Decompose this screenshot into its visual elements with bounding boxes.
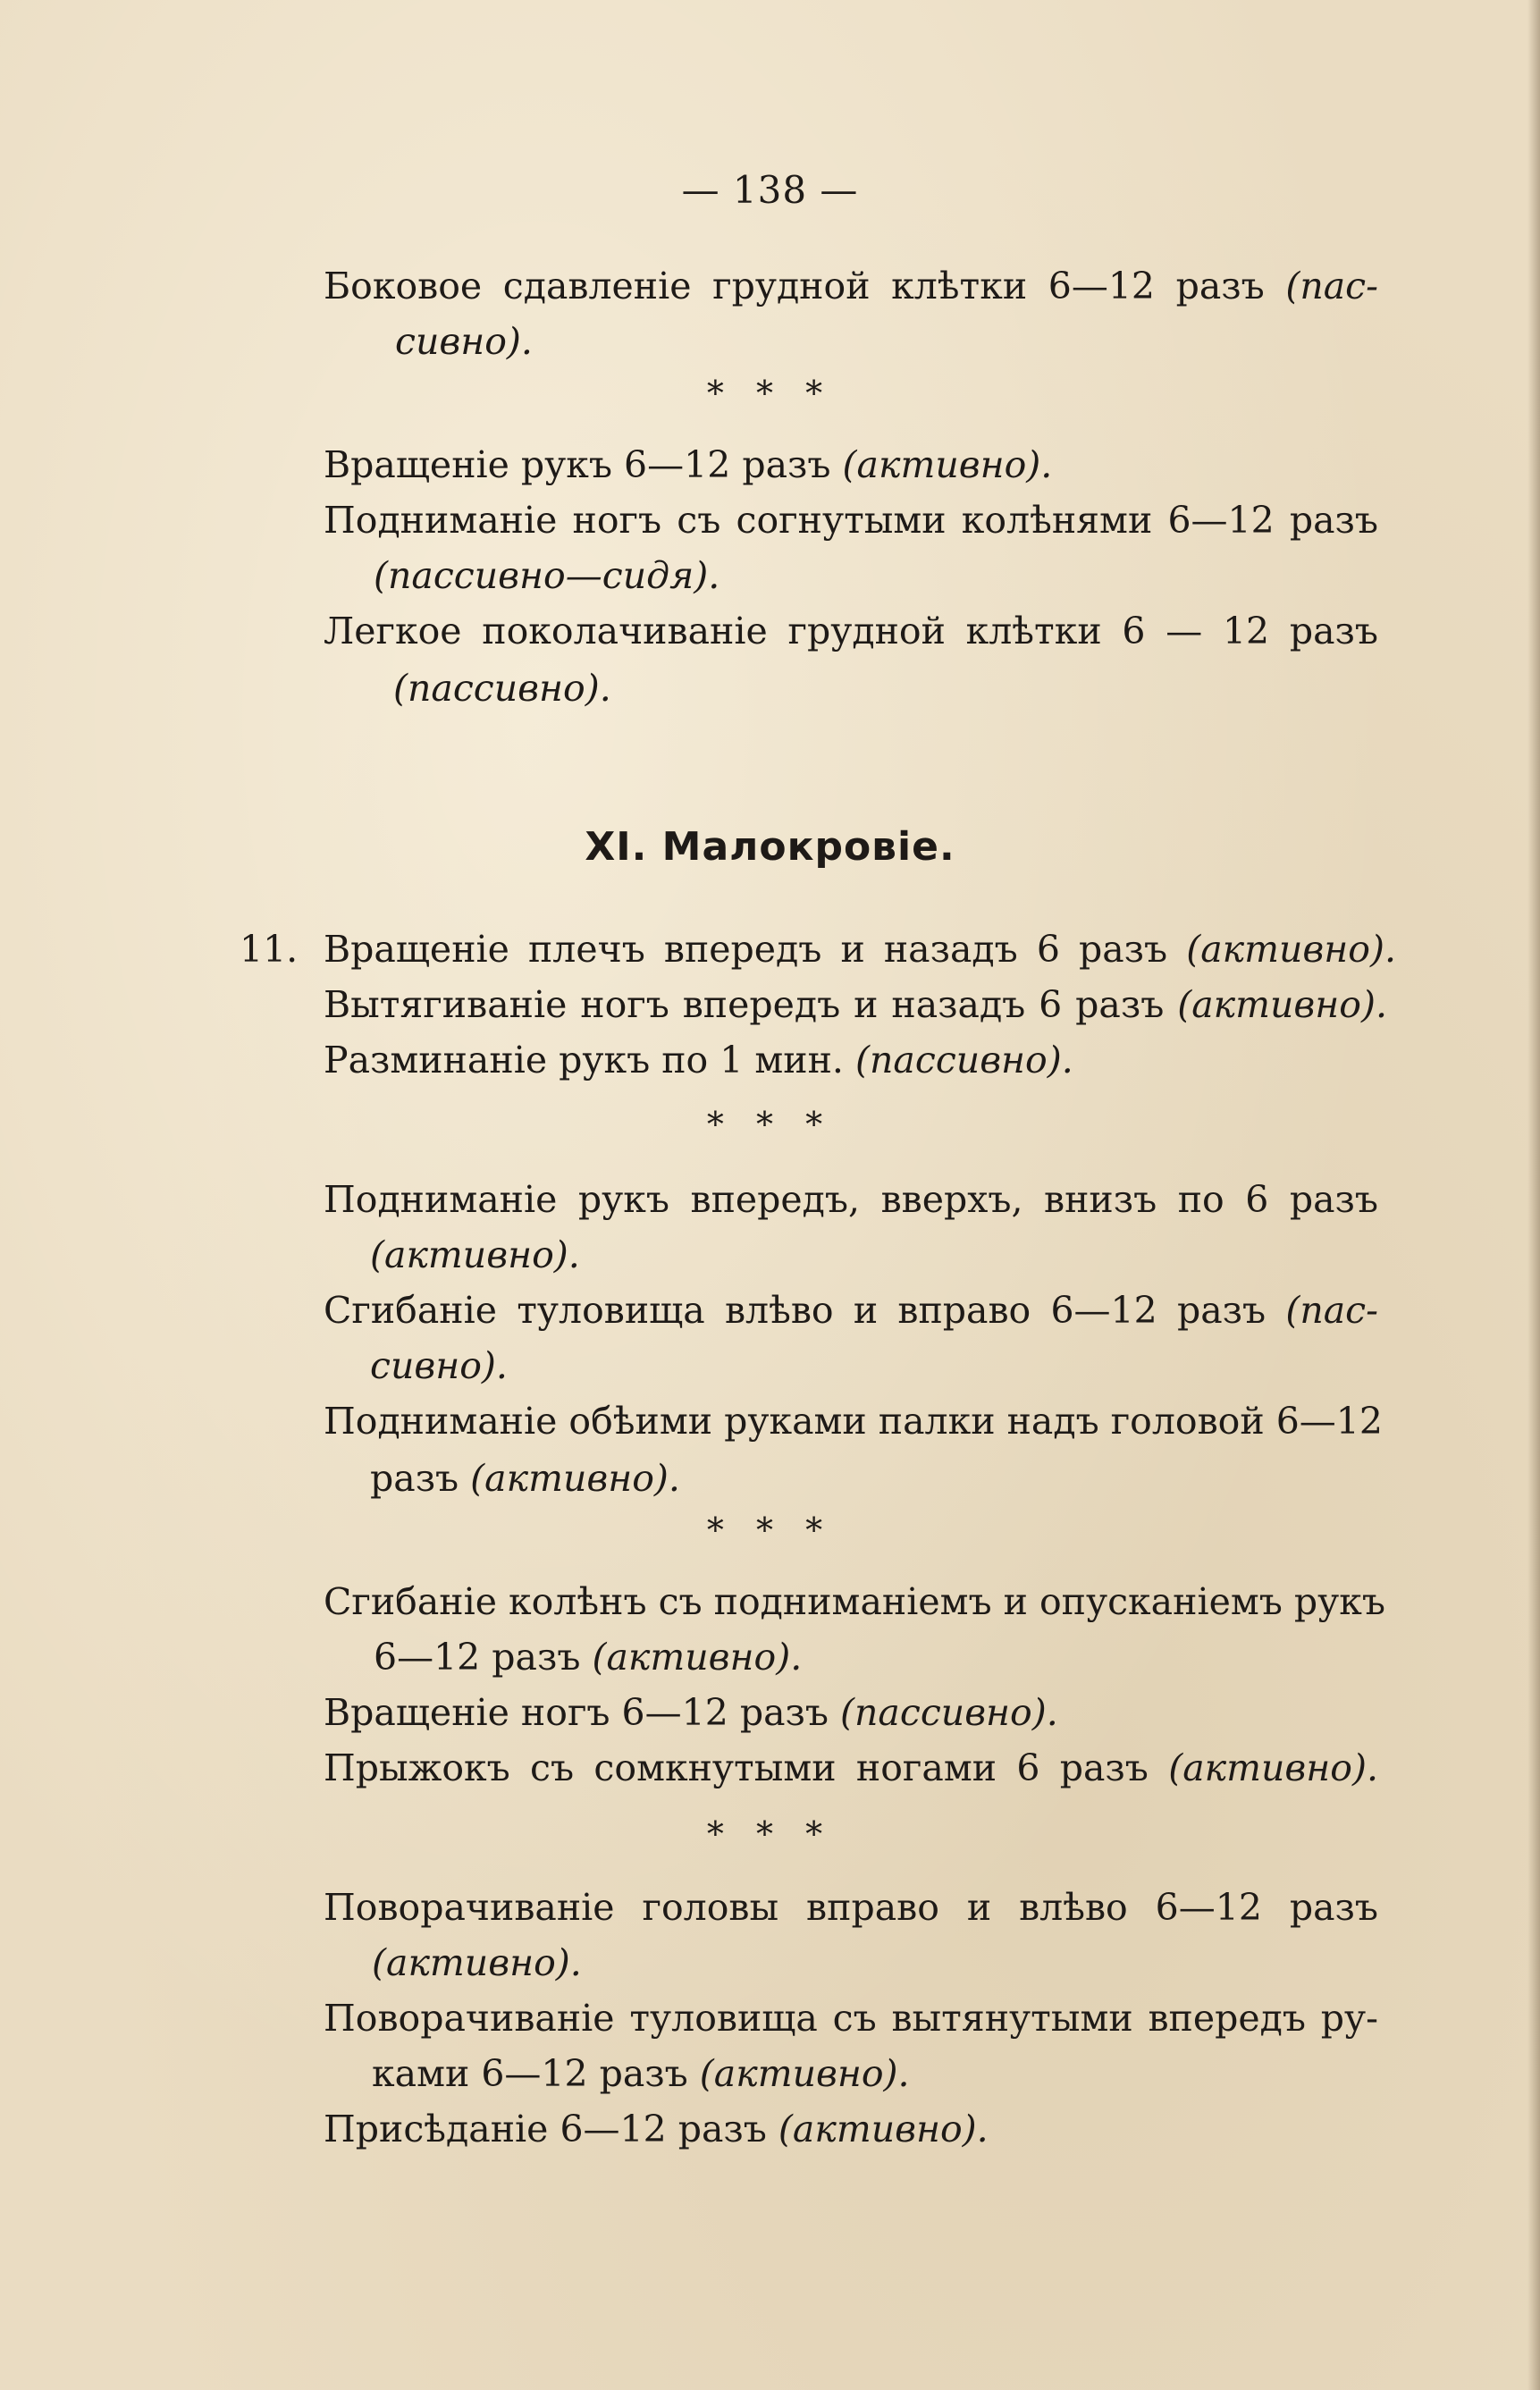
text-line: Вращеніе рукъ 6—12 разъ (активно). <box>324 443 1053 486</box>
chapter-heading: XI. Малокровіе. <box>585 824 955 870</box>
text-line: Подниманіе обѣими руками палки надъ головой 6—12 <box>324 1400 1383 1443</box>
section-separator: * * * <box>706 1814 834 1854</box>
text-line: 6—12 разъ (активно). <box>374 1636 803 1679</box>
section-separator: * * * <box>706 374 834 413</box>
text-line: Подниманіе рукъ впередъ, вверхъ, внизъ по 6 разъ <box>324 1178 1378 1221</box>
text-line: Присѣданіе 6—12 разъ (активно). <box>324 2108 989 2150</box>
text-line: сивно). <box>370 1344 508 1387</box>
page-number: — 138 — <box>681 168 859 212</box>
section-separator: * * * <box>706 1511 834 1550</box>
section-separator: * * * <box>706 1105 834 1144</box>
text-line: (активно). <box>370 1233 580 1276</box>
text-line: Разминаніе рукъ по 1 мин. (пассивно). <box>324 1039 1073 1081</box>
page-edge-shadow <box>1527 0 1540 2390</box>
text-line: (пассивно—сидя). <box>374 554 720 597</box>
text-line: Вытягиваніе ногъ впередъ и назадъ 6 разъ (активно). <box>324 983 1387 1026</box>
text-line: Сгибаніе туловища влѣво и вправо 6—12 разъ (пас- <box>324 1289 1378 1332</box>
text-line: Вращеніе ногъ 6—12 разъ (пассивно). <box>324 1691 1058 1734</box>
exercise-number: 11. <box>240 928 299 971</box>
text-line: Вращеніе плечъ впередъ и назадъ 6 разъ (активно). <box>324 928 1396 971</box>
text-line: сивно). <box>395 320 533 363</box>
text-line: разъ (активно). <box>370 1457 680 1500</box>
text-line: Поворачиваніе головы вправо и влѣво 6—12 разъ <box>324 1886 1378 1929</box>
text-line: (пассивно). <box>393 667 611 710</box>
text-line: Подниманіе ногъ съ согнутыми колѣнями 6—12 разъ <box>324 499 1378 542</box>
text-line: Поворачиваніе туловища съ вытянутыми впередъ ру- <box>324 1997 1378 2040</box>
text-line: Прыжокъ съ сомкнутыми ногами 6 разъ (активно). <box>324 1746 1378 1789</box>
text-line: Боковое сдавленіе грудной клѣтки 6—12 разъ (пас- <box>324 265 1378 307</box>
text-line: (активно). <box>372 1941 582 1984</box>
text-line: Легкое поколачиваніе грудной клѣтки 6 — 12 разъ <box>324 610 1378 652</box>
text-line: Сгибаніе колѣнъ съ подниманіемъ и опусканіемъ рукъ <box>324 1580 1385 1623</box>
text-line: ками 6—12 разъ (активно). <box>372 2052 910 2095</box>
